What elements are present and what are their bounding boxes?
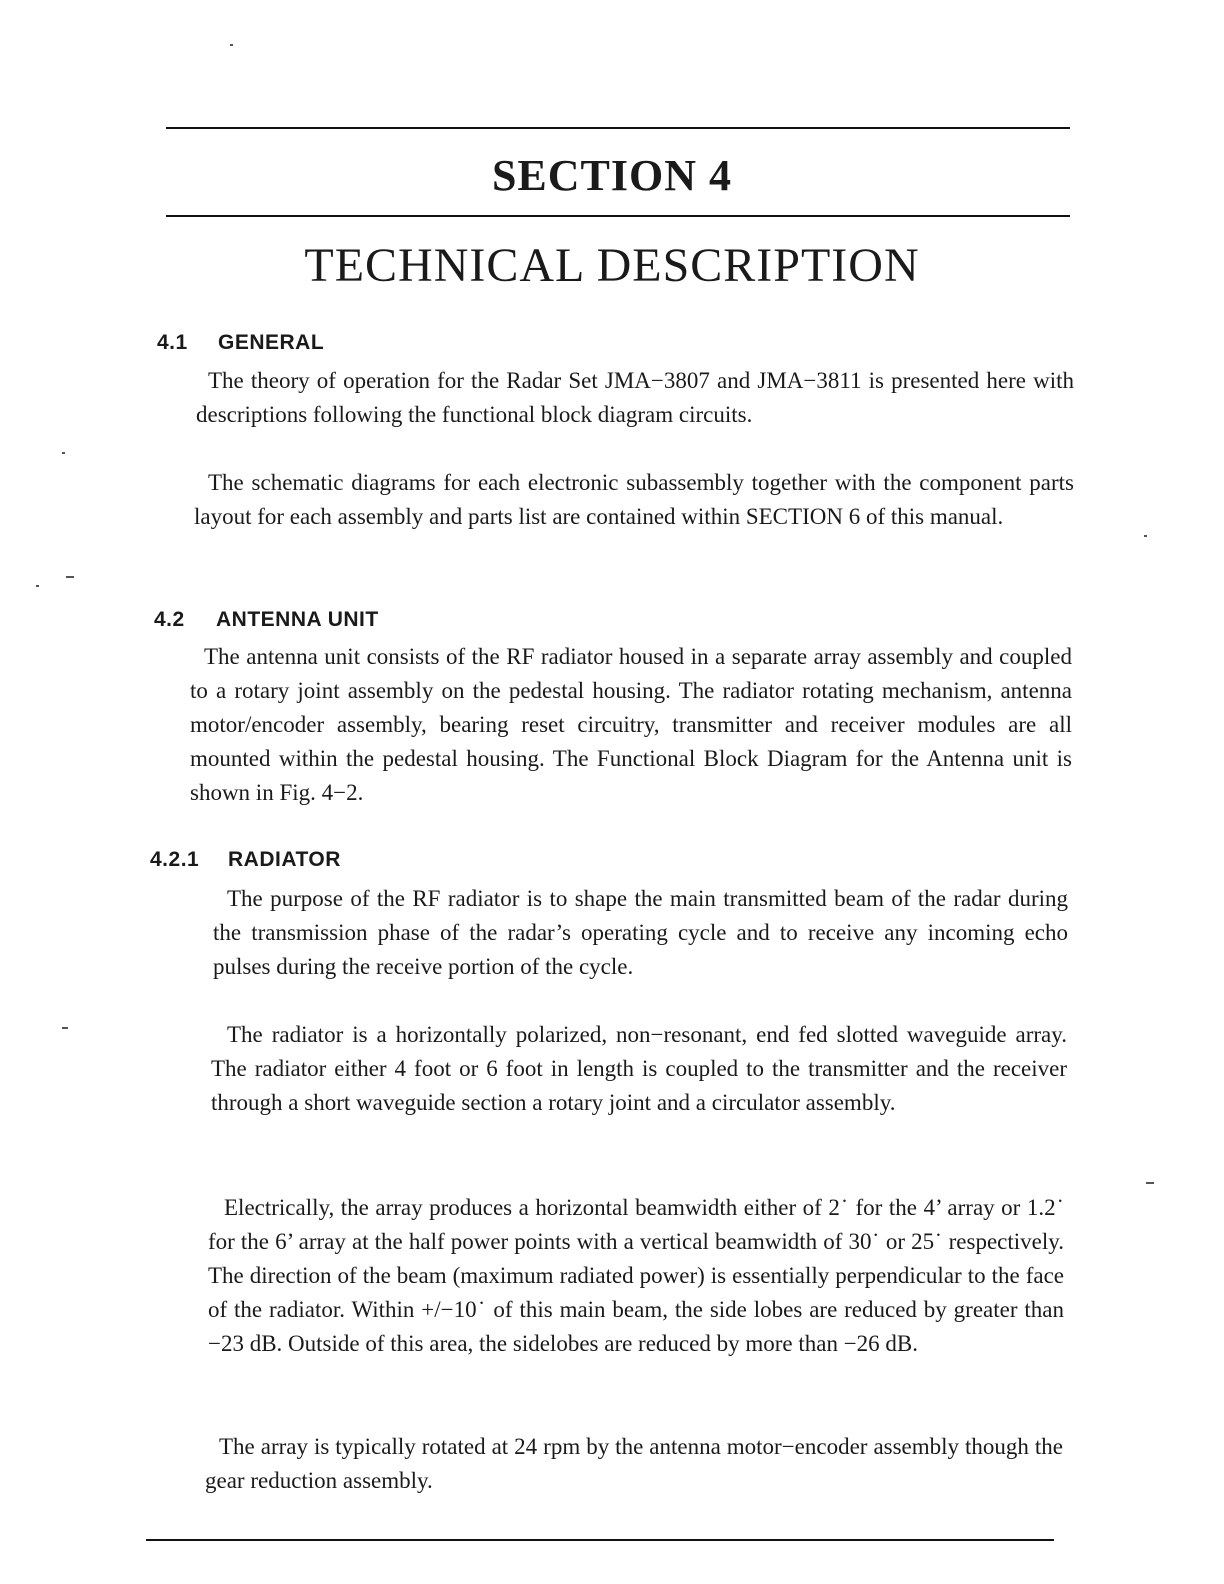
middle-rule — [166, 215, 1070, 217]
paragraph: The schematic diagrams for each electronic subassembly together with the component parts layout for each assembly and parts list are contained within SECTION 6 of this manual. — [194, 470, 1074, 529]
heading-number: 4.1 — [157, 331, 188, 354]
paragraph: The purpose of the RF radiator is to shape the main transmitted beam of the radar during the transmission phase of the radar’s operating cycle and to receive any incoming echo pulses during the receive portion of the cycle. — [213, 886, 1068, 979]
paragraph: Electrically, the array produces a horizontal beamwidth either of 2˙ for the 4’ array or 1.2˙ for the 6’ array at the half power points with a vertical beamwidth of 30˙ or 25˙ respectively. The direction of the beam (maximum radiated power) is essentially perpendicular to the face of the radiator. Within +/−10˙ of this main beam, the side lobes are reduced by greater than −23 dB. Outside of this area, the sidelobes are reduced by more than −26 dB. — [208, 1195, 1064, 1356]
top-rule — [166, 127, 1070, 129]
heading-text: RADIATOR — [228, 848, 341, 871]
scan-speck — [1144, 535, 1147, 537]
scan-speck — [66, 576, 74, 578]
heading-number: 4.2.1 — [150, 848, 200, 871]
heading-antenna-unit — [154, 608, 379, 632]
scan-speck — [36, 585, 39, 587]
heading-text: ANTENNA UNIT — [216, 608, 379, 631]
heading-general — [157, 331, 324, 355]
scan-speck — [230, 44, 233, 46]
paragraph: The radiator is a horizontally polarized, non−resonant, end fed slotted waveguide array. The radiator either 4 foot or 6 foot in length is coupled to the transmitter and the receiver through a short waveguide section a rotary joint and a circulator assembly. — [211, 1022, 1067, 1115]
paragraph: The antenna unit consists of the RF radiator housed in a separate array assembly and coupled to a rotary joint assembly on the pedestal housing. The radiator rotating mechanism, antenna motor/encoder assembly, bearing reset circuitry, transmitter and receiver modules are all mounted within the pedestal housing. The Functional Block Diagram for the Antenna unit is shown in Fig. 4−2. — [190, 644, 1072, 805]
scan-speck — [1146, 1182, 1154, 1184]
section-number-title: SECTION 4 — [491, 151, 733, 200]
scan-speck — [62, 452, 65, 454]
heading-text: GENERAL — [218, 331, 325, 354]
paragraph: The theory of operation for the Radar Set JMA−3807 and JMA−3811 is presented here with descriptions following the functional block diagram circuits. — [196, 368, 1074, 427]
document-title: TECHNICAL DESCRIPTION — [304, 239, 920, 292]
heading-number: 4.2 — [154, 608, 185, 631]
bottom-rule — [146, 1539, 1054, 1541]
scan-speck — [62, 1027, 68, 1029]
heading-radiator — [150, 848, 341, 872]
paragraph: The array is typically rotated at 24 rpm by the antenna motor−encoder assembly though the gear reduction assembly. — [205, 1434, 1063, 1493]
